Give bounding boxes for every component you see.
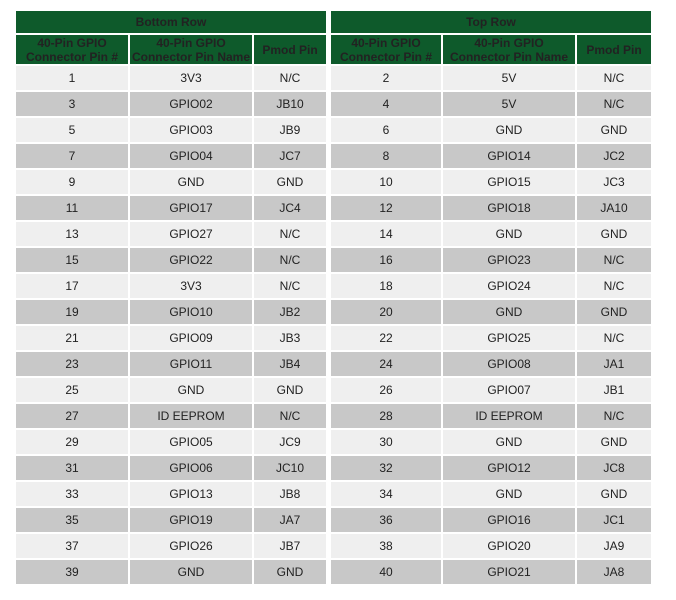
cell-top-pin-name: 5V <box>443 66 575 90</box>
cell-top-pmod-pin: JA1 <box>577 352 651 376</box>
cell-bottom-pin-name: GPIO17 <box>130 196 252 220</box>
cell-bottom-pin-name: GPIO22 <box>130 248 252 272</box>
cell-top-pin-name: GND <box>443 118 575 142</box>
cell-top-pin-name: GND <box>443 482 575 506</box>
col-header-top-pmod: Pmod Pin <box>577 35 651 64</box>
cell-top-pin-name: GPIO18 <box>443 196 575 220</box>
cell-bottom-pin-number: 31 <box>16 456 128 480</box>
cell-bottom-pmod-pin: N/C <box>254 274 326 298</box>
table-row <box>16 170 651 194</box>
table-row <box>16 92 651 116</box>
cell-top-pin-number: 12 <box>331 196 441 220</box>
cell-top-pin-number: 20 <box>331 300 441 324</box>
cell-bottom-pin-number: 9 <box>16 170 128 194</box>
cell-top-pin-name: 5V <box>443 92 575 116</box>
cell-bottom-pin-name: GPIO03 <box>130 118 252 142</box>
cell-bottom-pin-number: 29 <box>16 430 128 454</box>
table-row <box>16 482 651 506</box>
cell-top-pin-name: GPIO08 <box>443 352 575 376</box>
table-row <box>16 300 651 324</box>
table-row <box>16 66 651 90</box>
cell-bottom-pin-name: GPIO10 <box>130 300 252 324</box>
cell-bottom-pin-number: 5 <box>16 118 128 142</box>
cell-bottom-pin-number: 19 <box>16 300 128 324</box>
cell-bottom-pin-name: GND <box>130 378 252 402</box>
table-row <box>16 560 651 584</box>
cell-top-pmod-pin: N/C <box>577 92 651 116</box>
cell-top-pin-number: 24 <box>331 352 441 376</box>
cell-bottom-pin-number: 21 <box>16 326 128 350</box>
cell-top-pmod-pin: JC3 <box>577 170 651 194</box>
table-row <box>16 222 651 246</box>
cell-bottom-pmod-pin: JB3 <box>254 326 326 350</box>
cell-top-pin-number: 26 <box>331 378 441 402</box>
cell-bottom-pin-number: 7 <box>16 144 128 168</box>
table-row <box>16 430 651 454</box>
cell-top-pin-name: GPIO25 <box>443 326 575 350</box>
cell-bottom-pmod-pin: N/C <box>254 66 326 90</box>
cell-bottom-pmod-pin: JB8 <box>254 482 326 506</box>
cell-bottom-pmod-pin: JC10 <box>254 456 326 480</box>
cell-bottom-pmod-pin: JC4 <box>254 196 326 220</box>
cell-bottom-pin-number: 15 <box>16 248 128 272</box>
table-row <box>16 196 651 220</box>
cell-top-pmod-pin: N/C <box>577 326 651 350</box>
cell-top-pmod-pin: GND <box>577 300 651 324</box>
cell-top-pmod-pin: GND <box>577 222 651 246</box>
cell-bottom-pmod-pin: JB10 <box>254 92 326 116</box>
table-row <box>16 248 651 272</box>
cell-top-pmod-pin: JA8 <box>577 560 651 584</box>
cell-top-pin-number: 2 <box>331 66 441 90</box>
col-header-bottom-pin-name: 40-Pin GPIO Connector Pin Name <box>131 35 251 64</box>
cell-bottom-pin-name: ID EEPROM <box>130 404 252 428</box>
cell-top-pin-name: GPIO16 <box>443 508 575 532</box>
cell-top-pin-name: GND <box>443 222 575 246</box>
cell-bottom-pmod-pin: N/C <box>254 248 326 272</box>
cell-bottom-pin-name: GND <box>130 560 252 584</box>
cell-bottom-pin-name: GPIO05 <box>130 430 252 454</box>
cell-bottom-pin-name: GPIO26 <box>130 534 252 558</box>
col-header-top-pin-number: 40-Pin GPIO Connector Pin # <box>331 35 441 64</box>
cell-bottom-pin-number: 35 <box>16 508 128 532</box>
cell-bottom-pin-number: 33 <box>16 482 128 506</box>
cell-bottom-pin-name: GPIO09 <box>130 326 252 350</box>
cell-top-pin-number: 38 <box>331 534 441 558</box>
cell-bottom-pmod-pin: JC9 <box>254 430 326 454</box>
cell-bottom-pmod-pin: N/C <box>254 404 326 428</box>
col-header-bottom-pmod: Pmod Pin <box>254 35 326 64</box>
cell-top-pmod-pin: N/C <box>577 66 651 90</box>
cell-bottom-pin-number: 23 <box>16 352 128 376</box>
cell-bottom-pin-name: GPIO13 <box>130 482 252 506</box>
cell-top-pmod-pin: GND <box>577 430 651 454</box>
table-row <box>16 378 651 402</box>
cell-top-pin-name: GPIO12 <box>443 456 575 480</box>
gpio-pin-table <box>14 9 653 586</box>
gpio-table-container <box>14 9 653 586</box>
cell-top-pmod-pin: JC8 <box>577 456 651 480</box>
cell-top-pmod-pin: JA10 <box>577 196 651 220</box>
cell-bottom-pmod-pin: GND <box>254 560 326 584</box>
cell-bottom-pmod-pin: GND <box>254 378 326 402</box>
cell-top-pin-number: 8 <box>331 144 441 168</box>
cell-bottom-pin-number: 11 <box>16 196 128 220</box>
table-row <box>16 352 651 376</box>
cell-top-pin-number: 36 <box>331 508 441 532</box>
cell-top-pin-number: 18 <box>331 274 441 298</box>
cell-bottom-pin-name: GPIO04 <box>130 144 252 168</box>
cell-bottom-pmod-pin: JB4 <box>254 352 326 376</box>
cell-bottom-pin-number: 1 <box>16 66 128 90</box>
cell-top-pmod-pin: N/C <box>577 274 651 298</box>
cell-top-pmod-pin: JC2 <box>577 144 651 168</box>
table-row <box>16 118 651 142</box>
table-row <box>16 404 651 428</box>
cell-bottom-pmod-pin: JB7 <box>254 534 326 558</box>
cell-bottom-pmod-pin: JB2 <box>254 300 326 324</box>
cell-bottom-pin-name: GPIO02 <box>130 92 252 116</box>
cell-top-pin-name: GPIO24 <box>443 274 575 298</box>
cell-top-pin-number: 22 <box>331 326 441 350</box>
cell-top-pin-name: GPIO21 <box>443 560 575 584</box>
cell-bottom-pin-number: 27 <box>16 404 128 428</box>
cell-top-pmod-pin: N/C <box>577 248 651 272</box>
cell-bottom-pin-name: GPIO19 <box>130 508 252 532</box>
cell-bottom-pin-name: GND <box>130 170 252 194</box>
cell-bottom-pmod-pin: JB9 <box>254 118 326 142</box>
cell-bottom-pin-number: 3 <box>16 92 128 116</box>
cell-bottom-pmod-pin: N/C <box>254 222 326 246</box>
table-row <box>16 144 651 168</box>
table-row <box>16 534 651 558</box>
cell-top-pin-number: 34 <box>331 482 441 506</box>
cell-top-pin-number: 40 <box>331 560 441 584</box>
cell-top-pin-name: GPIO14 <box>443 144 575 168</box>
cell-top-pmod-pin: GND <box>577 118 651 142</box>
cell-top-pin-number: 32 <box>331 456 441 480</box>
cell-bottom-pin-name: 3V3 <box>130 274 252 298</box>
cell-top-pin-name: GND <box>443 300 575 324</box>
cell-bottom-pmod-pin: GND <box>254 170 326 194</box>
col-header-bottom-pin-number: 40-Pin GPIO Connector Pin # <box>16 35 128 64</box>
cell-top-pin-number: 30 <box>331 430 441 454</box>
cell-top-pin-name: ID EEPROM <box>443 404 575 428</box>
cell-bottom-pin-number: 13 <box>16 222 128 246</box>
table-row <box>16 508 651 532</box>
bottom-row-header: Bottom Row <box>16 11 326 33</box>
cell-bottom-pin-name: 3V3 <box>130 66 252 90</box>
cell-bottom-pin-name: GPIO27 <box>130 222 252 246</box>
cell-bottom-pin-name: GPIO11 <box>130 352 252 376</box>
col-header-top-pin-name: 40-Pin GPIO Connector Pin Name <box>443 35 575 64</box>
cell-top-pin-number: 4 <box>331 92 441 116</box>
cell-top-pin-number: 16 <box>331 248 441 272</box>
table-body <box>16 66 651 584</box>
cell-top-pin-number: 14 <box>331 222 441 246</box>
cell-top-pin-name: GPIO20 <box>443 534 575 558</box>
table-row <box>16 456 651 480</box>
cell-top-pin-name: GPIO23 <box>443 248 575 272</box>
table-row <box>16 326 651 350</box>
cell-top-pin-number: 10 <box>331 170 441 194</box>
cell-top-pin-name: GND <box>443 430 575 454</box>
cell-top-pin-name: GPIO15 <box>443 170 575 194</box>
cell-top-pmod-pin: JB1 <box>577 378 651 402</box>
cell-bottom-pin-number: 39 <box>16 560 128 584</box>
cell-bottom-pmod-pin: JC7 <box>254 144 326 168</box>
cell-bottom-pin-name: GPIO06 <box>130 456 252 480</box>
top-row-header: Top Row <box>331 11 651 33</box>
cell-top-pmod-pin: JC1 <box>577 508 651 532</box>
cell-top-pmod-pin: JA9 <box>577 534 651 558</box>
cell-bottom-pin-number: 17 <box>16 274 128 298</box>
cell-bottom-pmod-pin: JA7 <box>254 508 326 532</box>
cell-bottom-pin-number: 37 <box>16 534 128 558</box>
cell-top-pmod-pin: N/C <box>577 404 651 428</box>
cell-top-pin-number: 28 <box>331 404 441 428</box>
cell-top-pin-number: 6 <box>331 118 441 142</box>
table-row <box>16 274 651 298</box>
cell-top-pmod-pin: GND <box>577 482 651 506</box>
cell-bottom-pin-number: 25 <box>16 378 128 402</box>
cell-top-pin-name: GPIO07 <box>443 378 575 402</box>
